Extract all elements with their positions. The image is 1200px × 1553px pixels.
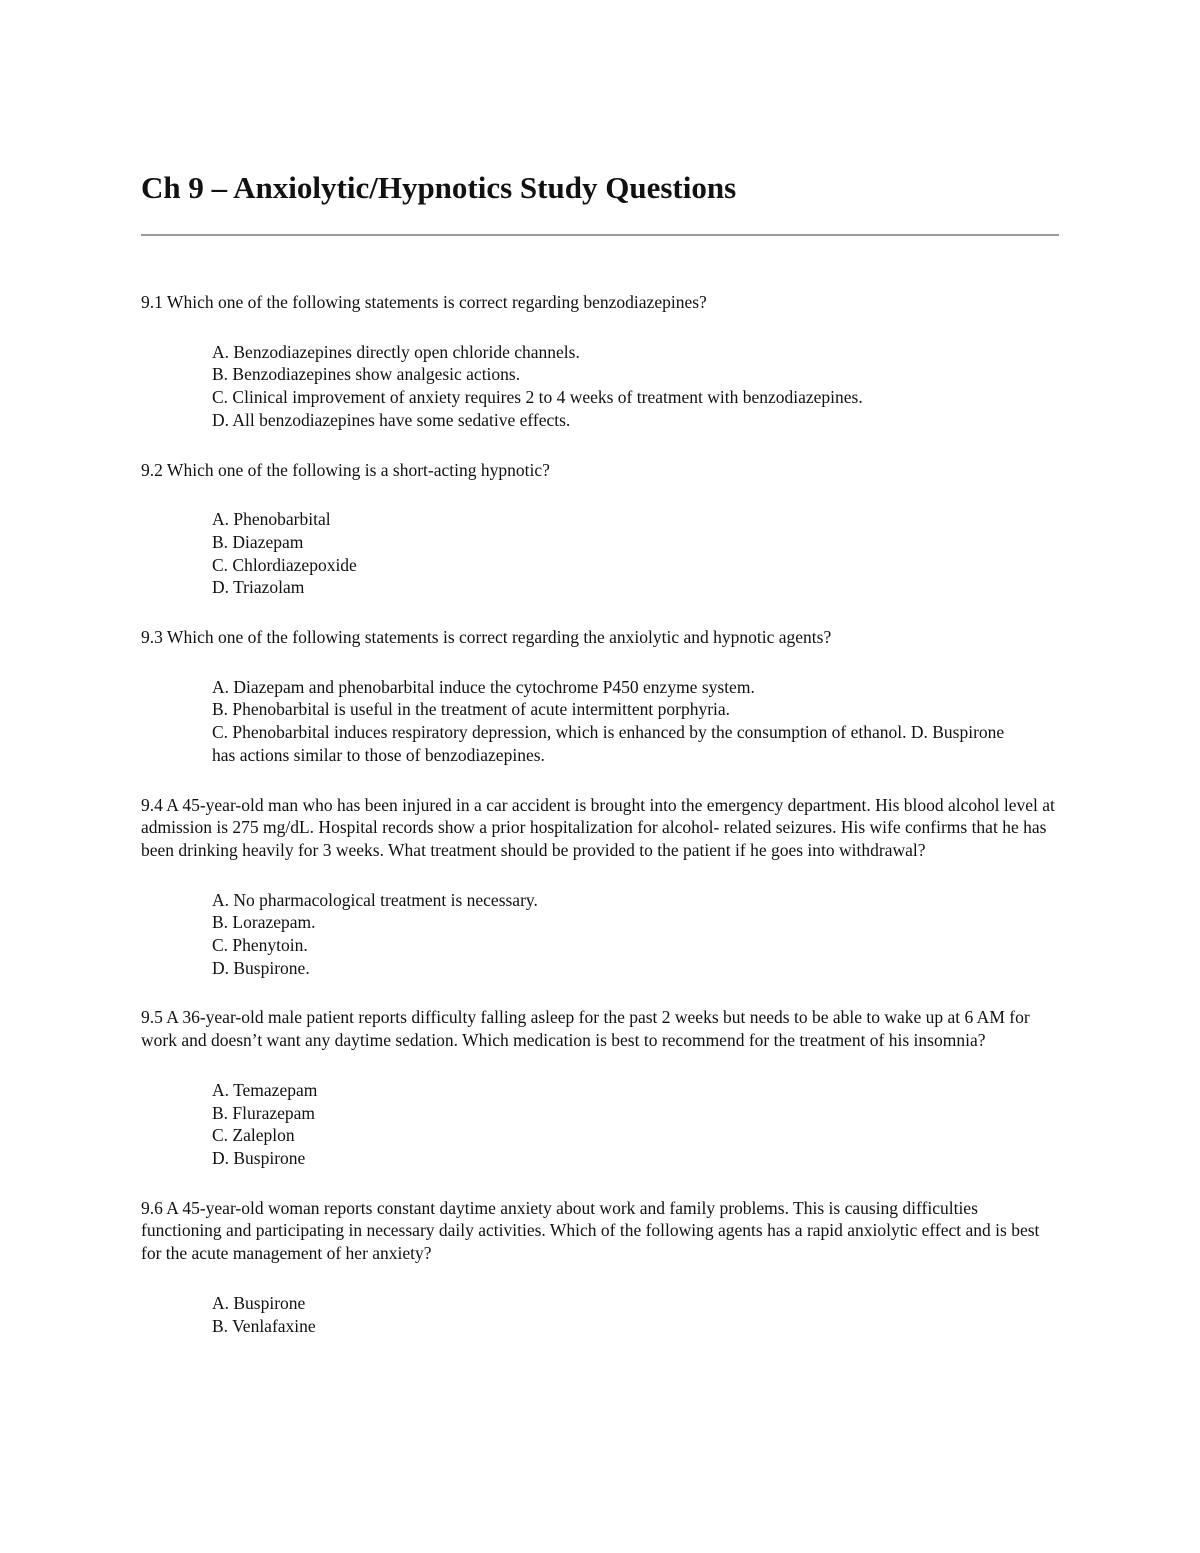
- question-stem: 9.5 A 36-year-old male patient reports difficulty falling asleep for the past 2 weeks but needs to be able to wake up at 6 AM for work and doesn’t want any daytime sedation. Which medication is best to recommend for the treatment of his insomnia?: [141, 1007, 1030, 1051]
- answer-options: [212, 341, 1059, 432]
- page-title: Ch 9 – Anxiolytic/Hypnotics Study Questions: [141, 170, 737, 205]
- question-9-5: [141, 1006, 1059, 1169]
- answer-options: [212, 1292, 1059, 1337]
- answer-option: A. Buspirone: [212, 1292, 306, 1313]
- question-9-2: [141, 459, 1059, 600]
- answer-option: A. No pharmacological treatment is necessary.: [212, 889, 538, 910]
- answer-options: [212, 1079, 1059, 1170]
- answer-option: C. Phenytoin.: [212, 935, 308, 956]
- answer-option: C. Chlordiazepoxide: [212, 554, 357, 575]
- answer-option: D. Buspirone: [212, 1147, 306, 1168]
- question-9-4: [141, 794, 1059, 980]
- title-divider: [141, 234, 1059, 236]
- answer-option: B. Phenobarbital is useful in the treatment of acute intermittent porphyria.: [212, 699, 731, 720]
- answer-option: C. Zaleplon: [212, 1125, 295, 1146]
- answer-option: A. Benzodiazepines directly open chloride channels.: [212, 341, 580, 362]
- question-stem: 9.3 Which one of the following statements is correct regarding the anxiolytic and hypnotic agents?: [141, 627, 832, 648]
- question-9-3: [141, 626, 1059, 767]
- question-stem: 9.6 A 45-year-old woman reports constant daytime anxiety about work and family problems. This is causing difficulties functioning and participating in necessary daily activities. Which of the following agents has a rapid anxiolytic effect and is best for the acute management of her anxiety?: [141, 1197, 1040, 1264]
- answer-option: C. Phenobarbital induces respiratory depression, which is enhanced by the consumption of ethanol. D. Buspirone has actions similar to those of benzodiazepines.: [212, 722, 1005, 765]
- answer-options: [212, 889, 1059, 980]
- question-stem: 9.4 A 45-year-old man who has been injured in a car accident is brought into the emergency department. His blood alcohol level at admission is 275 mg/dL. Hospital records show a prior hospitalization for alcohol- related seizures. His wife confirms that he has been drinking heavily for 3 weeks. What treatment should be provided to the patient if he goes into withdrawal?: [141, 794, 1055, 860]
- question-9-1: [141, 291, 1059, 432]
- answer-options: [212, 676, 1017, 767]
- answer-option: A. Temazepam: [212, 1079, 318, 1100]
- question-list: [141, 291, 1059, 1364]
- answer-options: [212, 508, 1059, 599]
- answer-option: B. Diazepam: [212, 531, 304, 552]
- question-9-6: [141, 1197, 1059, 1338]
- answer-option: A. Phenobarbital: [212, 509, 331, 530]
- question-stem: 9.2 Which one of the following is a short-acting hypnotic?: [141, 459, 550, 480]
- answer-option: B. Lorazepam.: [212, 912, 316, 933]
- answer-option: B. Venlafaxine: [212, 1315, 316, 1336]
- answer-option: D. Buspirone.: [212, 957, 310, 978]
- question-stem: 9.1 Which one of the following statements is correct regarding benzodiazepines?: [141, 292, 707, 312]
- answer-option: A. Diazepam and phenobarbital induce the cytochrome P450 enzyme system.: [212, 676, 755, 697]
- answer-option: B. Flurazepam: [212, 1102, 316, 1123]
- answer-option: D. Triazolam: [212, 577, 305, 598]
- answer-option: B. Benzodiazepines show analgesic actions.: [212, 364, 521, 385]
- answer-option: D. All benzodiazepines have some sedative effects.: [212, 409, 571, 430]
- answer-option: C. Clinical improvement of anxiety requires 2 to 4 weeks of treatment with benzodiazepines.: [212, 387, 863, 408]
